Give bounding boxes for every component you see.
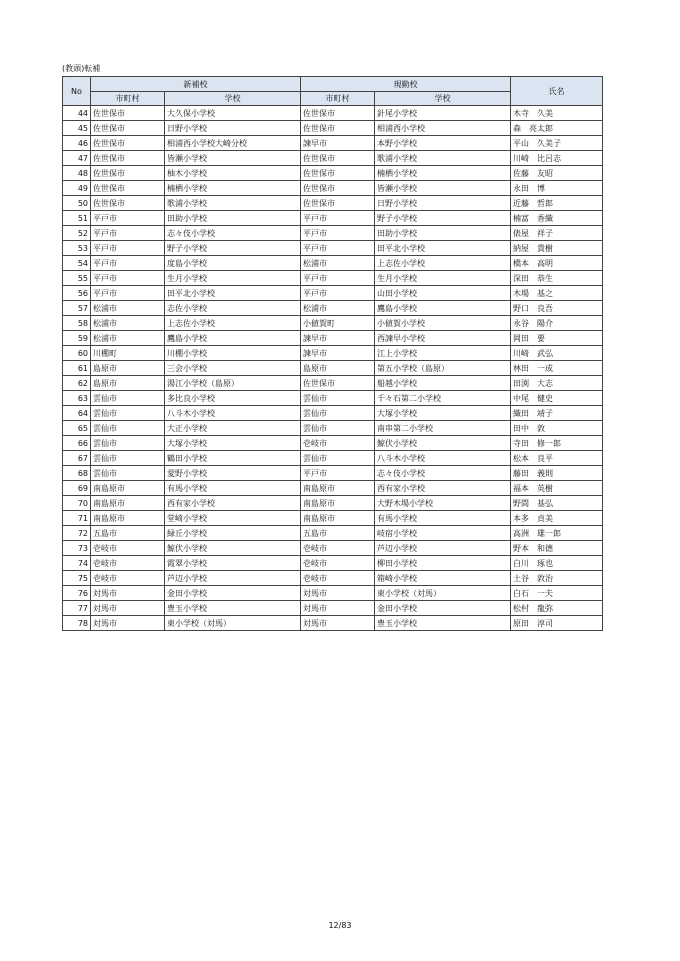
- cell-new-school: 三会小学校: [165, 361, 301, 376]
- table-row: [63, 391, 603, 406]
- table-row: [63, 586, 603, 601]
- cell-current-school: 豊玉小学校: [375, 616, 511, 631]
- cell-name: 川崎 比呂志: [511, 151, 603, 166]
- cell-new-city: 南島原市: [91, 511, 165, 526]
- table-row: [63, 136, 603, 151]
- cell-no: 74: [63, 556, 91, 571]
- cell-current-city: 壱岐市: [301, 436, 375, 451]
- cell-name: 林田 一成: [511, 361, 603, 376]
- cell-current-city: 壱岐市: [301, 556, 375, 571]
- cell-current-school: 箱崎小学校: [375, 571, 511, 586]
- cell-new-city: 佐世保市: [91, 121, 165, 136]
- cell-current-school: 日野小学校: [375, 196, 511, 211]
- cell-new-city: 佐世保市: [91, 196, 165, 211]
- cell-new-school: 豊玉小学校: [165, 601, 301, 616]
- header-current-school: 現勤校: [301, 77, 511, 92]
- cell-no: 46: [63, 136, 91, 151]
- cell-no: 53: [63, 241, 91, 256]
- table-row: [63, 511, 603, 526]
- cell-new-school: 相浦西小学校大崎分校: [165, 136, 301, 151]
- table-row: [63, 541, 603, 556]
- cell-name: 深田 恭生: [511, 271, 603, 286]
- cell-no: 45: [63, 121, 91, 136]
- header-current-school-name: 学校: [375, 92, 511, 106]
- cell-no: 56: [63, 286, 91, 301]
- cell-new-city: 平戸市: [91, 226, 165, 241]
- cell-current-school: 生月小学校: [375, 271, 511, 286]
- cell-current-city: 諫早市: [301, 346, 375, 361]
- cell-current-school: 岐宿小学校: [375, 526, 511, 541]
- table-row: [63, 526, 603, 541]
- table-row: [63, 556, 603, 571]
- cell-new-school: 緑丘小学校: [165, 526, 301, 541]
- cell-current-city: 松浦市: [301, 301, 375, 316]
- cell-current-city: 雲仙市: [301, 406, 375, 421]
- table-row: [63, 151, 603, 166]
- table-row: [63, 211, 603, 226]
- cell-name: 野本 和德: [511, 541, 603, 556]
- cell-current-city: 南島原市: [301, 511, 375, 526]
- cell-new-school: 霞翠小学校: [165, 556, 301, 571]
- table-row: [63, 271, 603, 286]
- cell-name: 岡田 要: [511, 331, 603, 346]
- cell-no: 69: [63, 481, 91, 496]
- cell-current-school: 本野小学校: [375, 136, 511, 151]
- cell-name: 原田 淳司: [511, 616, 603, 631]
- cell-current-school: 船越小学校: [375, 376, 511, 391]
- cell-new-school: 大正小学校: [165, 421, 301, 436]
- cell-current-school: 鷹島小学校: [375, 301, 511, 316]
- cell-name: 川崎 武弘: [511, 346, 603, 361]
- header-current-city: 市町村: [301, 92, 375, 106]
- table-row: [63, 346, 603, 361]
- cell-no: 72: [63, 526, 91, 541]
- cell-current-school: 山田小学校: [375, 286, 511, 301]
- table-row: [63, 106, 603, 121]
- cell-current-school: 田助小学校: [375, 226, 511, 241]
- cell-current-city: 佐世保市: [301, 151, 375, 166]
- cell-no: 50: [63, 196, 91, 211]
- cell-new-school: 鷹島小学校: [165, 331, 301, 346]
- cell-current-school: 第五小学校（島原）: [375, 361, 511, 376]
- header-no: No: [63, 77, 91, 106]
- cell-no: 70: [63, 496, 91, 511]
- cell-new-school: 田助小学校: [165, 211, 301, 226]
- cell-no: 67: [63, 451, 91, 466]
- cell-no: 60: [63, 346, 91, 361]
- cell-new-city: 川棚町: [91, 346, 165, 361]
- table-row: [63, 121, 603, 136]
- cell-no: 63: [63, 391, 91, 406]
- cell-current-city: 南島原市: [301, 496, 375, 511]
- cell-new-city: 南島原市: [91, 481, 165, 496]
- cell-new-school: 志々伎小学校: [165, 226, 301, 241]
- cell-current-school: 田平北小学校: [375, 241, 511, 256]
- cell-current-city: 雲仙市: [301, 421, 375, 436]
- cell-new-city: 島原市: [91, 376, 165, 391]
- cell-name: 織田 靖子: [511, 406, 603, 421]
- cell-new-city: 平戸市: [91, 211, 165, 226]
- cell-new-school: 歌浦小学校: [165, 196, 301, 211]
- cell-current-city: 松浦市: [301, 256, 375, 271]
- cell-current-city: 佐世保市: [301, 196, 375, 211]
- cell-no: 65: [63, 421, 91, 436]
- cell-new-school: 鶴田小学校: [165, 451, 301, 466]
- cell-current-school: 歌浦小学校: [375, 151, 511, 166]
- cell-current-city: 平戸市: [301, 226, 375, 241]
- cell-current-city: 島原市: [301, 361, 375, 376]
- cell-new-city: 平戸市: [91, 241, 165, 256]
- cell-new-school: 多比良小学校: [165, 391, 301, 406]
- table-row: [63, 406, 603, 421]
- cell-current-city: 五島市: [301, 526, 375, 541]
- cell-current-city: 壱岐市: [301, 571, 375, 586]
- cell-no: 78: [63, 616, 91, 631]
- cell-name: 寺田 修一郎: [511, 436, 603, 451]
- cell-new-city: 雲仙市: [91, 451, 165, 466]
- cell-no: 77: [63, 601, 91, 616]
- cell-no: 51: [63, 211, 91, 226]
- cell-new-city: 松浦市: [91, 301, 165, 316]
- cell-current-school: 大塚小学校: [375, 406, 511, 421]
- cell-new-city: 佐世保市: [91, 181, 165, 196]
- cell-no: 75: [63, 571, 91, 586]
- cell-new-school: 田平北小学校: [165, 286, 301, 301]
- cell-new-school: 有馬小学校: [165, 481, 301, 496]
- cell-current-city: 佐世保市: [301, 106, 375, 121]
- cell-new-school: 八斗木小学校: [165, 406, 301, 421]
- table-row: [63, 601, 603, 616]
- cell-name: 木寺 久美: [511, 106, 603, 121]
- cell-new-city: 佐世保市: [91, 106, 165, 121]
- cell-current-city: 平戸市: [301, 211, 375, 226]
- cell-name: 野口 良吾: [511, 301, 603, 316]
- cell-no: 68: [63, 466, 91, 481]
- cell-current-school: 金田小学校: [375, 601, 511, 616]
- table-row: [63, 316, 603, 331]
- cell-current-school: 西有家小学校: [375, 481, 511, 496]
- cell-current-city: 雲仙市: [301, 451, 375, 466]
- cell-no: 49: [63, 181, 91, 196]
- cell-name: 佐藤 友昭: [511, 166, 603, 181]
- cell-current-city: 南島原市: [301, 481, 375, 496]
- cell-current-school: 相浦西小学校: [375, 121, 511, 136]
- cell-no: 59: [63, 331, 91, 346]
- cell-no: 48: [63, 166, 91, 181]
- cell-new-city: 雲仙市: [91, 436, 165, 451]
- cell-new-school: 日野小学校: [165, 121, 301, 136]
- cell-name: 近藤 哲郎: [511, 196, 603, 211]
- cell-current-school: 上志佐小学校: [375, 256, 511, 271]
- cell-new-school: 楠栖小学校: [165, 181, 301, 196]
- cell-current-city: 小値賀町: [301, 316, 375, 331]
- cell-no: 61: [63, 361, 91, 376]
- cell-new-city: 佐世保市: [91, 151, 165, 166]
- cell-new-school: 西有家小学校: [165, 496, 301, 511]
- header-name: 氏名: [511, 77, 603, 106]
- cell-new-school: 皆瀬小学校: [165, 151, 301, 166]
- cell-new-city: 平戸市: [91, 286, 165, 301]
- cell-name: 松本 良平: [511, 451, 603, 466]
- cell-no: 71: [63, 511, 91, 526]
- cell-no: 66: [63, 436, 91, 451]
- cell-name: 永谷 陽介: [511, 316, 603, 331]
- table-row: [63, 436, 603, 451]
- page-number: 12/83: [328, 921, 352, 930]
- cell-new-school: 東小学校（対馬）: [165, 616, 301, 631]
- cell-current-school: 南串第二小学校: [375, 421, 511, 436]
- cell-no: 58: [63, 316, 91, 331]
- cell-new-city: 壱岐市: [91, 556, 165, 571]
- cell-new-school: 川棚小学校: [165, 346, 301, 361]
- cell-current-school: 小値賀小学校: [375, 316, 511, 331]
- cell-new-city: 平戸市: [91, 271, 165, 286]
- cell-current-city: 対馬市: [301, 601, 375, 616]
- cell-name: 楠富 香織: [511, 211, 603, 226]
- table-row: [63, 616, 603, 631]
- cell-new-city: 島原市: [91, 361, 165, 376]
- cell-name: 木場 基之: [511, 286, 603, 301]
- cell-name: 福本 英樹: [511, 481, 603, 496]
- table-row: [63, 166, 603, 181]
- cell-new-city: 平戸市: [91, 256, 165, 271]
- header-new-city: 市町村: [91, 92, 165, 106]
- cell-current-school: 大野木場小学校: [375, 496, 511, 511]
- cell-no: 55: [63, 271, 91, 286]
- cell-name: 永田 博: [511, 181, 603, 196]
- cell-current-city: 諫早市: [301, 136, 375, 151]
- cell-new-school: 度島小学校: [165, 256, 301, 271]
- table-row: [63, 421, 603, 436]
- cell-new-school: 志佐小学校: [165, 301, 301, 316]
- table-row: [63, 571, 603, 586]
- cell-new-school: 野子小学校: [165, 241, 301, 256]
- cell-current-city: 平戸市: [301, 466, 375, 481]
- cell-no: 57: [63, 301, 91, 316]
- cell-no: 44: [63, 106, 91, 121]
- cell-new-city: 雲仙市: [91, 406, 165, 421]
- cell-name: 納屋 貴樹: [511, 241, 603, 256]
- cell-new-school: 上志佐小学校: [165, 316, 301, 331]
- cell-new-school: 大塚小学校: [165, 436, 301, 451]
- header-new-school-name: 学校: [165, 92, 301, 106]
- cell-current-school: 針尾小学校: [375, 106, 511, 121]
- cell-current-school: 皆瀬小学校: [375, 181, 511, 196]
- cell-name: 中尾 健史: [511, 391, 603, 406]
- cell-new-school: 湯江小学校（島原）: [165, 376, 301, 391]
- cell-name: 野間 基弘: [511, 496, 603, 511]
- cell-current-city: 諫早市: [301, 331, 375, 346]
- table-row: [63, 301, 603, 316]
- cell-new-city: 雲仙市: [91, 421, 165, 436]
- cell-name: 本多 貞美: [511, 511, 603, 526]
- cell-current-city: 佐世保市: [301, 376, 375, 391]
- cell-name: 田中 敦: [511, 421, 603, 436]
- cell-name: 平山 久美子: [511, 136, 603, 151]
- cell-name: 松村 龍弥: [511, 601, 603, 616]
- cell-new-school: 柚木小学校: [165, 166, 301, 181]
- cell-new-city: 松浦市: [91, 331, 165, 346]
- cell-current-city: 対馬市: [301, 616, 375, 631]
- table-row: [63, 181, 603, 196]
- cell-no: 76: [63, 586, 91, 601]
- cell-new-city: 佐世保市: [91, 166, 165, 181]
- cell-new-school: 芦辺小学校: [165, 571, 301, 586]
- cell-new-city: 壱岐市: [91, 541, 165, 556]
- cell-name: 白石 一夫: [511, 586, 603, 601]
- cell-current-school: 芦辺小学校: [375, 541, 511, 556]
- cell-current-school: 東小学校（対馬）: [375, 586, 511, 601]
- cell-current-school: 柳田小学校: [375, 556, 511, 571]
- cell-new-city: 壱岐市: [91, 571, 165, 586]
- cell-current-city: 平戸市: [301, 286, 375, 301]
- cell-current-city: 佐世保市: [301, 121, 375, 136]
- cell-current-school: 志々伎小学校: [375, 466, 511, 481]
- cell-no: 54: [63, 256, 91, 271]
- cell-name: 白川 琢也: [511, 556, 603, 571]
- cell-new-school: 大久保小学校: [165, 106, 301, 121]
- cell-no: 62: [63, 376, 91, 391]
- cell-current-city: 平戸市: [301, 241, 375, 256]
- cell-new-city: 雲仙市: [91, 466, 165, 481]
- cell-current-school: 西諫早小学校: [375, 331, 511, 346]
- table-row: [63, 196, 603, 211]
- cell-current-city: 佐世保市: [301, 181, 375, 196]
- header-new-school: 新補校: [91, 77, 301, 92]
- table-row: [63, 481, 603, 496]
- cell-name: 橋本 高明: [511, 256, 603, 271]
- cell-current-school: 八斗木小学校: [375, 451, 511, 466]
- cell-name: 藤田 義則: [511, 466, 603, 481]
- cell-new-city: 南島原市: [91, 496, 165, 511]
- cell-current-school: 楠栖小学校: [375, 166, 511, 181]
- table-row: [63, 496, 603, 511]
- cell-new-school: 鯨伏小学校: [165, 541, 301, 556]
- cell-current-school: 江上小学校: [375, 346, 511, 361]
- cell-new-city: 松浦市: [91, 316, 165, 331]
- cell-no: 73: [63, 541, 91, 556]
- cell-new-school: 堂崎小学校: [165, 511, 301, 526]
- cell-new-school: 生月小学校: [165, 271, 301, 286]
- cell-current-city: 対馬市: [301, 586, 375, 601]
- cell-new-school: 愛野小学校: [165, 466, 301, 481]
- cell-no: 64: [63, 406, 91, 421]
- cell-no: 52: [63, 226, 91, 241]
- table-row: [63, 466, 603, 481]
- cell-name: 高洲 雄一郎: [511, 526, 603, 541]
- cell-new-city: 雲仙市: [91, 391, 165, 406]
- cell-name: 森 亮太郎: [511, 121, 603, 136]
- cell-current-city: 平戸市: [301, 271, 375, 286]
- cell-no: 47: [63, 151, 91, 166]
- table-row: [63, 226, 603, 241]
- cell-current-school: 鯨伏小学校: [375, 436, 511, 451]
- cell-new-city: 対馬市: [91, 586, 165, 601]
- cell-name: 土谷 敦治: [511, 571, 603, 586]
- table-row: [63, 241, 603, 256]
- cell-name: 俵屋 祥子: [511, 226, 603, 241]
- cell-new-city: 対馬市: [91, 601, 165, 616]
- cell-current-school: 有馬小学校: [375, 511, 511, 526]
- cell-current-school: 野子小学校: [375, 211, 511, 226]
- table-row: [63, 256, 603, 271]
- cell-new-city: 佐世保市: [91, 136, 165, 151]
- table-row: [63, 361, 603, 376]
- cell-current-school: 千々石第二小学校: [375, 391, 511, 406]
- cell-current-city: 壱岐市: [301, 541, 375, 556]
- table-row: [63, 451, 603, 466]
- table-body: [63, 106, 603, 631]
- table-row: [63, 286, 603, 301]
- table-row: [63, 331, 603, 346]
- transfer-table: [62, 76, 603, 631]
- table-row: [63, 376, 603, 391]
- cell-new-school: 金田小学校: [165, 586, 301, 601]
- cell-current-city: 佐世保市: [301, 166, 375, 181]
- cell-new-city: 五島市: [91, 526, 165, 541]
- document-caption: (教頭)転補: [62, 64, 101, 73]
- cell-current-city: 雲仙市: [301, 391, 375, 406]
- cell-new-city: 対馬市: [91, 616, 165, 631]
- cell-name: 田渕 大志: [511, 376, 603, 391]
